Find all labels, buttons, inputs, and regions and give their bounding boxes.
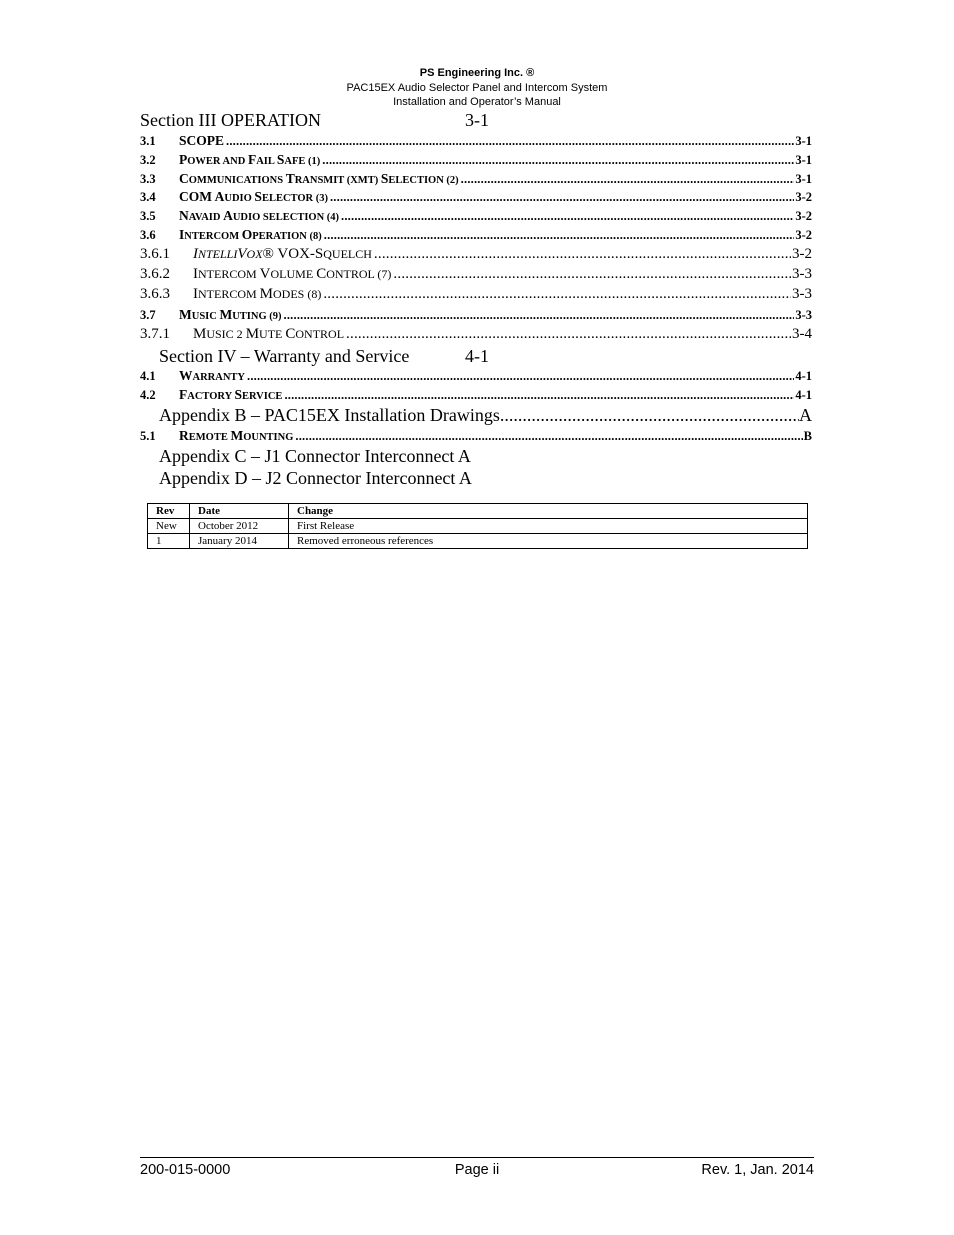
toc-title: INTERCOM MODES (8) (193, 286, 322, 302)
toc-number: 3.6.3 (140, 286, 170, 302)
toc-page: 4-1 (795, 369, 812, 383)
table-cell: 1 (148, 534, 190, 549)
manual-title: Installation and Operator’s Manual (393, 96, 561, 108)
toc-entry-3-6-1[interactable] (140, 244, 812, 264)
toc-section-4[interactable] (159, 345, 499, 367)
toc-title: REMOTE MOUNTING (179, 428, 294, 443)
toc-leader (323, 284, 791, 304)
toc-number: 3.3 (140, 172, 156, 186)
revision-label: Rev. 1, Jan. 2014 (701, 1162, 814, 1178)
revision-table (147, 503, 808, 549)
toc-appendix-b[interactable] (159, 404, 812, 426)
column-header: Change (289, 504, 808, 519)
toc-page: 3-3 (795, 308, 812, 322)
toc-leader (324, 226, 795, 244)
section-page: 4-1 (465, 346, 489, 366)
toc-number: 3.6.1 (140, 246, 170, 262)
toc-section-3[interactable] (140, 109, 500, 131)
toc-leader (461, 170, 795, 188)
toc-title: COM AUDIO SELECTOR (3) (179, 189, 328, 204)
toc-leader (322, 151, 794, 169)
table-row (148, 534, 808, 549)
toc-leader (284, 386, 794, 404)
table-cell: Removed erroneous references (289, 534, 808, 549)
toc-title: INTELLIVOX® VOX-SQUELCH (193, 246, 372, 262)
toc-page: 3-2 (792, 246, 812, 262)
toc-leader (284, 306, 795, 324)
toc-leader (330, 188, 794, 206)
toc-leader (226, 132, 794, 150)
column-header: Rev (148, 504, 190, 519)
toc-entry-3-6-2[interactable] (140, 264, 812, 284)
toc-entry-3-6[interactable] (140, 225, 812, 244)
toc-number: 3.1 (140, 134, 156, 148)
toc-leader (341, 207, 794, 225)
toc-leader (247, 367, 794, 385)
section-title: Section III OPERATION (140, 110, 321, 130)
appendix-title: Appendix C – J1 Connector Interconnect A (159, 446, 471, 466)
column-header: Date (190, 504, 289, 519)
table-cell: January 2014 (190, 534, 289, 549)
toc-entry-3-2[interactable] (140, 150, 812, 169)
appendix-page: A (799, 405, 812, 425)
toc-entry-3-7[interactable] (140, 305, 812, 324)
toc-number: 3.6 (140, 228, 156, 242)
toc-number: 3.4 (140, 190, 156, 204)
toc-page: 3-1 (795, 134, 812, 148)
toc-entry-3-5[interactable] (140, 206, 812, 225)
toc-page: B (803, 429, 812, 443)
toc-leader (346, 324, 791, 344)
appendix-title: Appendix B – PAC15EX Installation Drawings (159, 405, 500, 425)
toc-number: 3.7 (140, 308, 156, 322)
toc-entry-3-1[interactable] (140, 131, 812, 150)
table-header-row (148, 504, 808, 519)
toc-number: 4.2 (140, 388, 156, 402)
toc-entry-3-6-3[interactable] (140, 284, 812, 304)
toc-entry-3-4[interactable] (140, 187, 812, 206)
toc-page: 3-2 (795, 228, 812, 242)
footer-divider (140, 1157, 814, 1158)
table-cell: New (148, 519, 190, 534)
toc-leader (295, 427, 802, 445)
toc-number: 3.2 (140, 153, 156, 167)
toc-page: 4-1 (795, 388, 812, 402)
toc-title: NAVAID AUDIO SELECTION (4) (179, 208, 340, 223)
toc-appendix-c[interactable] (159, 445, 471, 467)
appendix-title: Appendix D – J2 Connector Interconnect A (159, 468, 472, 488)
toc-appendix-d[interactable] (159, 467, 472, 489)
page-header (0, 66, 954, 110)
company-name: PS Engineering Inc. ® (419, 67, 535, 79)
table-cell: October 2012 (190, 519, 289, 534)
toc-entry-3-7-1[interactable] (140, 324, 812, 344)
toc-entry-4-1[interactable] (140, 366, 812, 385)
toc-title: INTERCOM VOLUME CONTROL (7) (193, 266, 392, 282)
toc-title: MUSIC 2 MUTE CONTROL (193, 326, 345, 342)
toc-leader (500, 404, 799, 426)
toc-title: FACTORY SERVICE (179, 387, 283, 402)
product-name: PAC15EX Audio Selector Panel and Intercom System (346, 81, 608, 94)
page-number: Page ii (454, 1162, 500, 1178)
toc-page: 3-3 (792, 286, 812, 302)
toc-page: 3-3 (792, 266, 812, 282)
toc-leader (393, 264, 791, 284)
toc-title: POWER AND FAIL SAFE (1) (179, 152, 321, 167)
section-page: 3-1 (465, 110, 489, 130)
toc-title: COMMUNICATIONS TRANSMIT (XMT) SELECTION (2) (179, 171, 459, 186)
toc-number: 5.1 (140, 429, 156, 443)
toc-entry-5-1[interactable] (140, 426, 812, 445)
doc-number: 200-015-0000 (140, 1162, 231, 1178)
section-title: Section IV – Warranty and Service (159, 346, 410, 366)
toc-title: INTERCOM OPERATION (8) (179, 227, 322, 242)
toc-number: 3.7.1 (140, 326, 170, 342)
toc-page: 3-1 (795, 172, 812, 186)
toc-entry-3-3[interactable] (140, 169, 812, 188)
toc-number: 3.5 (140, 209, 156, 223)
toc-number: 4.1 (140, 369, 156, 383)
toc-title: WARRANTY (179, 368, 245, 383)
toc-number: 3.6.2 (140, 266, 170, 282)
toc-title: MUSIC MUTING (9) (179, 307, 282, 322)
table-cell: First Release (289, 519, 808, 534)
toc-title: SCOPE (179, 133, 225, 148)
toc-entry-4-2[interactable] (140, 385, 812, 404)
toc-page: 3-1 (795, 153, 812, 167)
toc-page: 3-2 (795, 190, 812, 204)
table-row (148, 519, 808, 534)
toc-leader (374, 244, 791, 264)
toc-page: 3-4 (792, 326, 812, 342)
toc-page: 3-2 (795, 209, 812, 223)
